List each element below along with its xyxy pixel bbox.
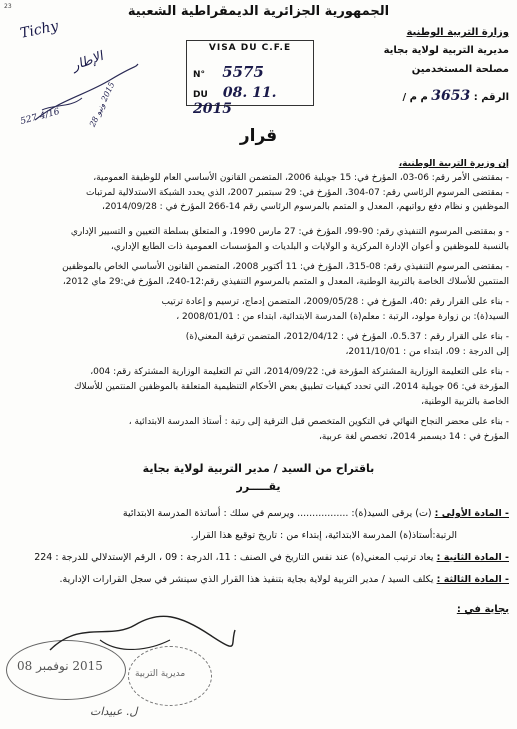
preamble-line: - بناء على القرار رقم : 0.5.37، المؤرخ في : 2012/04/12، المتضمن ترقية المعني(ة) <box>185 332 509 342</box>
preamble-line: المؤرخة في: 06 جويلية 2014، التي تحدد كيفيات تطبيق بعض الأحكام التنظيمية المتعلقة بالموظفين المنتمين للأسلاك <box>74 382 509 392</box>
article-3 <box>9 574 509 585</box>
preamble-line: - بناء على التعليمة الوزارية المشتركة المؤرخة في: 2014/09/22، التي تم التعليمة الوزارية المشتركة رقم: 004، <box>90 367 509 377</box>
signature-scribble <box>40 610 240 660</box>
preamble-line: المؤرخ في : 14 ديسمبر 2014، تخصص لغة عربية، <box>318 432 509 442</box>
preamble-line: - بمقتضى المرسوم التنفيذي رقم: 08-315، المؤرخ في: 11 أكتوبر 2008، المتضمن القانون الأساسي الخاص بالموظفين <box>62 262 509 272</box>
handwritten-number: 527 4/16 <box>19 106 61 128</box>
visa-stamp-title: VISA DU C.F.E <box>208 43 292 53</box>
visa-stamp-number: N° 5575 <box>193 63 264 81</box>
ref-value: 3653 <box>431 88 471 104</box>
signature-name: ل. عبيدات <box>90 705 138 718</box>
article-2-label: - المادة الثانية : <box>436 552 509 563</box>
place-date-line: بجاية في : <box>456 604 509 615</box>
preamble-line: - بناء على القرار رقم :40، المؤرخ في : 2009/05/28، المتضمن إدماج، ترسيم و إعادة ترتيب <box>161 297 509 307</box>
decides-line: يقـــــرر <box>236 480 281 493</box>
handwritten-name: Tichy <box>18 18 60 42</box>
handwritten-scribble <box>30 60 140 130</box>
visa-stamp-date: DU 08. 11. 2015 <box>193 85 277 117</box>
handwritten-note: الإطار <box>70 49 106 74</box>
article-3-label: - المادة الثالثة : <box>436 574 509 585</box>
preamble-line: السيد(ة): بن زوارة مولود، الرتبة : معلم(ة) المدرسة الابتدائية، ابتداء من : 2008/01/01 ، <box>176 312 509 322</box>
service-line: مصلحة المستخدمين <box>411 64 509 75</box>
preamble-line: - بمقتضى المرسوم الرئاسي رقم: 07-304، المؤرخ في: 29 سبتمبر 2007، الذي يحدد الشبكة الاستدلالية لمرتبات <box>85 188 509 198</box>
handwritten-date: 2015 ونيو 28 <box>87 80 117 129</box>
article-1-label: - المادة الأولى : <box>434 508 509 519</box>
reference-number <box>339 88 509 104</box>
visa-stamp <box>186 40 314 117</box>
ref-suffix: م م / <box>402 92 428 103</box>
article-2-text: يعاد ترتيب المعني(ة) عند نفس التاريخ في الصنف : 11، الدرجة : 09 ، الرقم الإستدلالي للدرجة : 224 <box>34 552 434 563</box>
preamble-line: - بمقتضى الأمر رقم: 06-03، المؤرخ في: 15 جويلية 2006، المتضمن القانون الأساسي العام للوظيفة العمومية، <box>93 173 509 183</box>
article-1-rank: الرتبة:أستاذ(ة) المدرسة الابتدائية، إبتداء من : تاريخ توقيع هذا القرار. <box>190 530 457 541</box>
article-1-text: (ت) يرقى السيد(ة): ................. ويرسم في سلك : أساتذة المدرسة الابتدائية <box>122 508 432 519</box>
preamble-line: إن وزيرة التربية الوطنية، <box>398 159 509 169</box>
preamble-line: إلى الدرجة : 09، ابتداء من : 2011/10/01، <box>345 347 509 357</box>
article-2 <box>9 552 509 563</box>
preamble-line: الخاصة بالتربية الوطنية، <box>421 397 509 407</box>
article-3-text: يكلف السيد / مدير التربية لولاية بجاية بتنفيذ هذا القرار الذي سينشر في سجل القرارات الإدارية. <box>59 574 434 585</box>
proposal-line: باقتراح من السيد / مدير التربية لولاية بجاية <box>142 462 375 475</box>
directorate-line: مديرية التربية لولاية بجاية <box>383 45 509 56</box>
ministry-line: وزارة التربية الوطنية <box>406 27 509 38</box>
ref-label: الرقم : <box>473 92 509 103</box>
document-title: قرار <box>239 126 278 146</box>
page-number: 23 <box>4 3 12 10</box>
article-1 <box>9 508 509 519</box>
preamble-line: الموظفين و نظام دفع رواتبهم، المعدل و المتمم بالمرسوم الرئاسي رقم 14-266 المؤرخ في : 2014/09/28، <box>102 202 509 212</box>
preamble-line: - و بمقتضى المرسوم التنفيذي رقم: 90-99، المؤرخ في: 27 مارس 1990، و المتعلق بسلطة التعيين و التسيير الإداري <box>70 227 509 237</box>
date-stamp-text: 2015 نوفمبر 08 <box>17 659 103 673</box>
preamble-line: بالنسبة للموظفين و أعوان الإدارة المركزية و الولايات و البلديات و المؤسسات العمومية ذات الطابع الإداري، <box>110 242 509 252</box>
preamble-line: - بناء على محضر النجاح النهائي في التكوين المتخصص قبل الترقية إلى رتبة : أستاذ المدرسة الابتدائية ، <box>128 417 509 427</box>
republic-header: الجمهورية الجزائرية الديمقراطية الشعبية <box>127 4 390 19</box>
preamble-line: المنتمين للأسلاك الخاصة بالتربية الوطنية، المعدل و المتمم بالمرسوم التنفيذي رقم:12-240، المؤرخ في:29 ماي 2012، <box>62 277 509 287</box>
official-seal-text: مديرية التربية <box>135 669 186 679</box>
